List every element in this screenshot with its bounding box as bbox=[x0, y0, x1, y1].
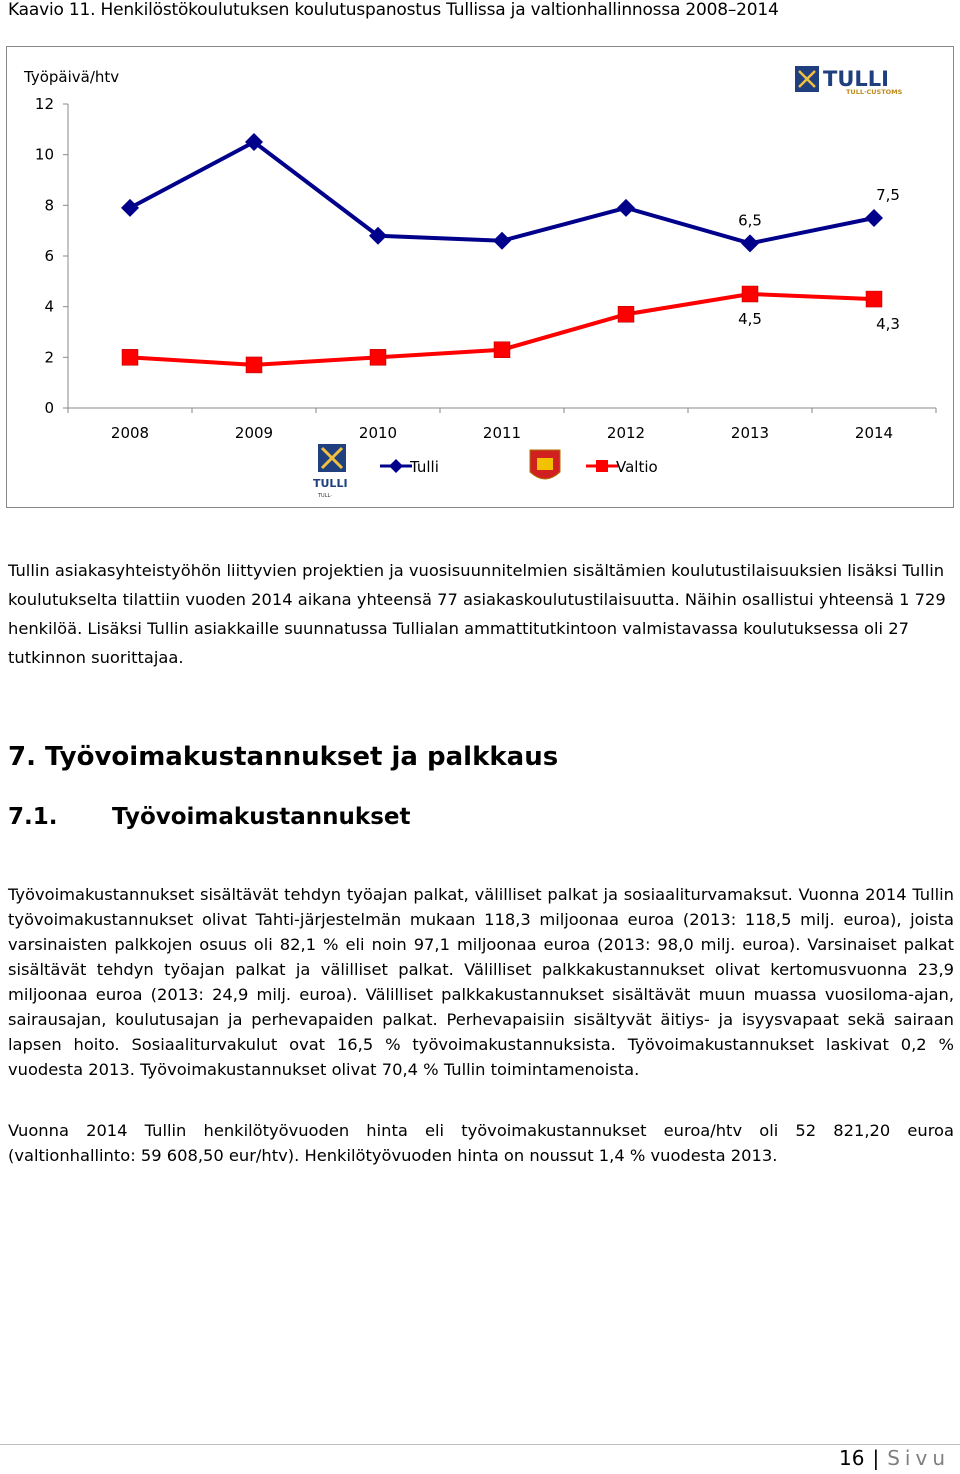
y-tick-label: 6 bbox=[44, 247, 54, 265]
data-point-valtio bbox=[370, 349, 386, 365]
data-label: 7,5 bbox=[876, 186, 900, 204]
line-chart bbox=[0, 0, 960, 520]
data-point-tulli bbox=[493, 232, 511, 250]
paragraph-training: Tullin asiakasyhteistyöhön liittyvien projektien ja vuosisuunnitelmien sisältämien koulutustilaisuuksien lisäksi Tullin koulutukselta tilattiin vuoden 2014 aikana yhteensä 77 asiakaskoulutustilaisuutta. Näihin osallistui yhteensä 1 729 henkilöä. Lisäksi Tullin asiakkaille suunnatussa Tullialan ammattitutkintoon valmistavassa koulutuksessa oli 27 tutkinnon suorittajaa. bbox=[8, 561, 946, 667]
x-tick-label: 2008 bbox=[110, 424, 150, 442]
data-label: 4,3 bbox=[876, 315, 900, 334]
page-word: Sivu bbox=[887, 1446, 950, 1470]
y-tick-label: 12 bbox=[34, 95, 54, 113]
subsection-heading bbox=[8, 804, 411, 830]
data-point-valtio bbox=[494, 342, 510, 358]
x-tick-label: 2014 bbox=[854, 424, 894, 442]
x-tick-label: 2013 bbox=[730, 424, 770, 442]
x-tick-label: 2011 bbox=[482, 424, 522, 442]
data-point-tulli bbox=[617, 199, 635, 217]
y-tick-label: 2 bbox=[44, 348, 54, 367]
footer-separator: | bbox=[872, 1446, 880, 1470]
tulli-logo-header bbox=[795, 66, 903, 96]
section-heading: 7. Työvoimakustannukset ja palkkaus bbox=[8, 742, 559, 772]
svg-text:TULLI: TULLI bbox=[823, 67, 889, 91]
y-axis-title: Työpäivä/htv bbox=[24, 68, 120, 86]
data-point-tulli bbox=[741, 234, 759, 252]
data-point-valtio bbox=[618, 306, 634, 322]
footer-divider bbox=[0, 1444, 960, 1445]
data-point-valtio bbox=[742, 286, 758, 302]
subsection-number: 7.1. bbox=[8, 804, 58, 830]
y-tick-label: 4 bbox=[44, 297, 54, 316]
data-label: 4,5 bbox=[738, 310, 762, 328]
data-label: 6,5 bbox=[738, 211, 762, 230]
paragraph-labor-costs: Työvoimakustannukset sisältävät tehdyn työajan palkat, välilliset palkat ja sosiaaliturvamaksut. Vuonna 2014 Tullin työvoimakustannukset olivat Tahti-järjestelmän mukaan 118,3 miljoonaa euroa (2013: 118,5 milj. euroa), joista varsinaisten palkkojen osuus oli 82,1 % eli noin 97,1 miljoonaa euroa (2013: 98,0 milj. euroa). Varsinaiset palkat sisältävät tehdyn työajan palkat ja välilliset palkat. Välilliset palkkakustannukset olivat kertomusvuonna 23,9 miljoonaa euroa (2013: 24,9 milj. euroa). Välilliset palkkakustannukset sisältävät muun muassa vuosiloma-ajan, sairausajan, koulutusajan ja perhevapaiden palkat. Perhevapaisiin sisältyvät äitiys- ja isyysvapaat sekä sairaan lapsen hoito. Sosiaaliturvakulut ovat 16,5 % työvoimakustannuksista. Työvoimakustannukset laskivat 0,2 % vuodesta 2013. Työvoimakustannukset olivat 70,4 % Tullin toimintamenoista. bbox=[8, 885, 954, 1079]
legend-label-valtio: Valtio bbox=[616, 458, 658, 476]
series-line-tulli bbox=[130, 142, 874, 243]
data-point-valtio bbox=[246, 357, 262, 373]
legend-marker-valtio bbox=[596, 460, 608, 472]
figure-caption: Kaavio 11. Henkilöstökoulutuksen koulutuspanostus Tullissa ja valtionhallinnossa 2008–2014 bbox=[8, 0, 779, 20]
finland-coat-of-arms-icon bbox=[530, 450, 560, 479]
x-tick-label: 2010 bbox=[358, 424, 398, 442]
page-number: 16 bbox=[839, 1446, 865, 1470]
svg-text:TULLI: TULLI bbox=[313, 477, 348, 490]
paragraph-htv-price: Vuonna 2014 Tullin henkilötyövuoden hinta eli työvoimakustannukset euroa/htv oli 52 821,20 euroa (valtionhallinto: 59 608,50 eur/htv). Henkilötyövuoden hinta on noussut 1,4 % vuodesta 2013. bbox=[8, 1121, 954, 1165]
y-tick-label: 10 bbox=[34, 145, 54, 164]
page-footer bbox=[839, 1446, 950, 1470]
y-tick-label: 8 bbox=[44, 196, 54, 215]
x-tick-label: 2012 bbox=[606, 424, 646, 442]
data-point-tulli bbox=[121, 199, 139, 217]
svg-text:TULL·: TULL· bbox=[318, 493, 332, 499]
subsection-title: Työvoimakustannukset bbox=[112, 804, 411, 830]
data-point-valtio bbox=[122, 349, 138, 365]
y-tick-label: 0 bbox=[44, 399, 54, 417]
x-tick-label: 2009 bbox=[234, 424, 274, 442]
legend-label-tulli: Tulli bbox=[410, 458, 439, 476]
tulli-logo-legend bbox=[313, 444, 348, 499]
data-point-valtio bbox=[866, 291, 882, 307]
data-point-tulli bbox=[865, 209, 883, 227]
svg-text:TULL·CUSTOMS: TULL·CUSTOMS bbox=[846, 88, 903, 96]
legend-marker-tulli bbox=[389, 459, 403, 473]
